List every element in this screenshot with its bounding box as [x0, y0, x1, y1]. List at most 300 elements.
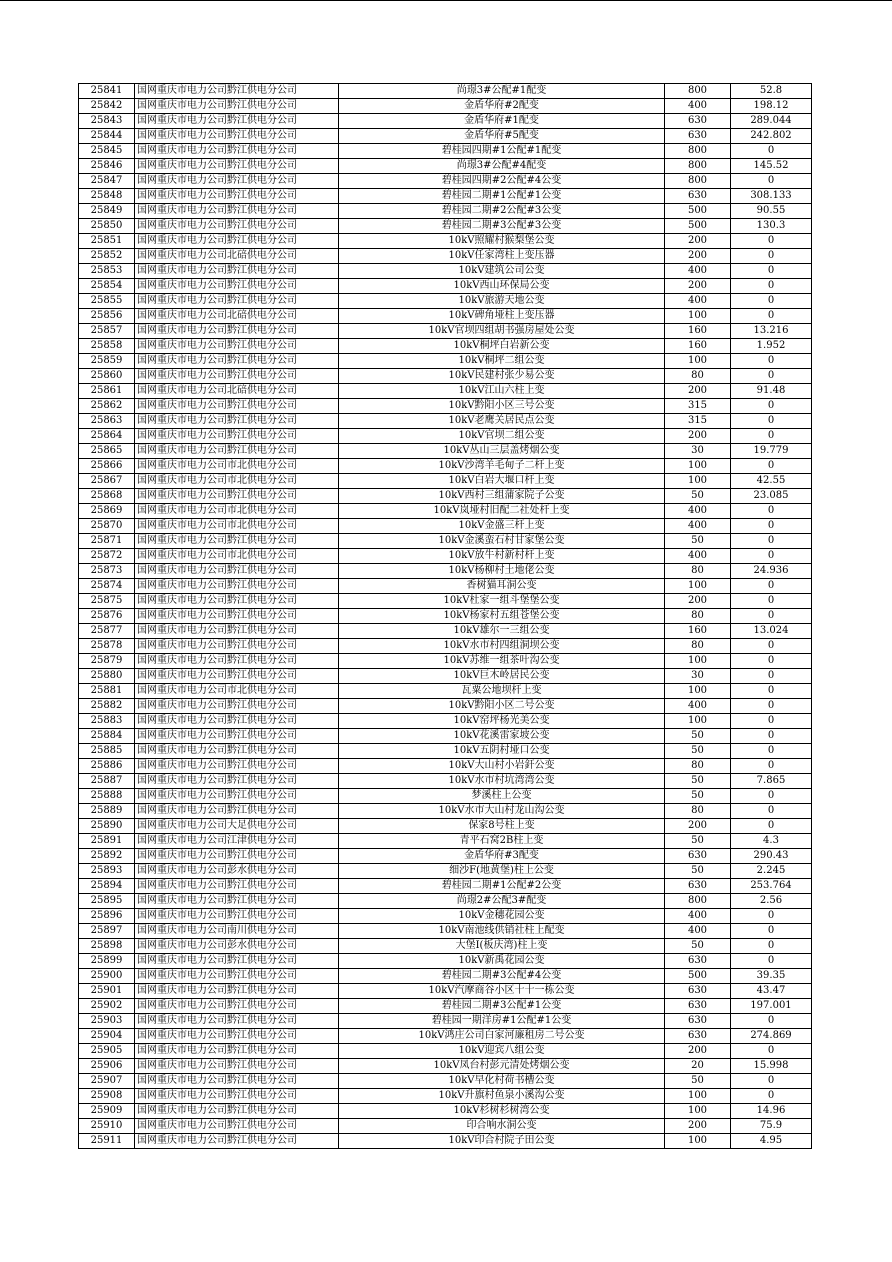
value-cell: 197.001 — [731, 999, 812, 1014]
transformer-name-cell: 10kV早化村荷书槽公变 — [339, 1074, 665, 1089]
capacity-cell: 50 — [665, 864, 731, 879]
capacity-cell: 800 — [665, 84, 731, 99]
company-name-cell: 国网重庆市电力公司黔江供电分公司 — [135, 399, 339, 414]
transformer-name-cell: 10kV老鹰关居民点公变 — [339, 414, 665, 429]
value-cell: 13.216 — [731, 324, 812, 339]
value-cell: 39.35 — [731, 969, 812, 984]
capacity-cell: 20 — [665, 1059, 731, 1074]
value-cell: 0 — [731, 504, 812, 519]
table-row — [79, 864, 812, 879]
transformer-name-cell: 金盾华府#2配变 — [339, 99, 665, 114]
row-id-cell: 25848 — [79, 189, 135, 204]
row-id-cell: 25854 — [79, 279, 135, 294]
company-name-cell: 国网重庆市电力公司黔江供电分公司 — [135, 804, 339, 819]
company-name-cell: 国网重庆市电力公司黔江供电分公司 — [135, 714, 339, 729]
capacity-cell: 400 — [665, 504, 731, 519]
transformer-name-cell: 印合响水洞公变 — [339, 1119, 665, 1134]
capacity-cell: 200 — [665, 594, 731, 609]
row-id-cell: 25866 — [79, 459, 135, 474]
company-name-cell: 国网重庆市电力公司黔江供电分公司 — [135, 129, 339, 144]
table-row — [79, 294, 812, 309]
table-row — [79, 519, 812, 534]
value-cell: 0 — [731, 669, 812, 684]
table-body — [79, 84, 812, 1149]
value-cell: 0 — [731, 759, 812, 774]
row-id-cell: 25871 — [79, 534, 135, 549]
capacity-cell: 200 — [665, 429, 731, 444]
capacity-cell: 100 — [665, 684, 731, 699]
transformer-name-cell: 碧桂园二期#2公配#3公变 — [339, 204, 665, 219]
row-id-cell: 25897 — [79, 924, 135, 939]
table-row — [79, 564, 812, 579]
row-id-cell: 25898 — [79, 939, 135, 954]
value-cell: 0 — [731, 789, 812, 804]
table-row — [79, 894, 812, 909]
table-row — [79, 879, 812, 894]
table-row — [79, 159, 812, 174]
capacity-cell: 630 — [665, 1014, 731, 1029]
company-name-cell: 国网重庆市电力公司黔江供电分公司 — [135, 954, 339, 969]
company-name-cell: 国网重庆市电力公司黔江供电分公司 — [135, 294, 339, 309]
capacity-cell: 200 — [665, 1044, 731, 1059]
table-row — [79, 474, 812, 489]
transformer-name-cell: 10kV五阴村垭口公变 — [339, 744, 665, 759]
value-cell: 0 — [731, 294, 812, 309]
capacity-cell: 80 — [665, 369, 731, 384]
company-name-cell: 国网重庆市电力公司黔江供电分公司 — [135, 759, 339, 774]
value-cell: 0 — [731, 264, 812, 279]
row-id-cell: 25886 — [79, 759, 135, 774]
row-id-cell: 25891 — [79, 834, 135, 849]
row-id-cell: 25851 — [79, 234, 135, 249]
transformer-name-cell: 10kV印合村院子田公变 — [339, 1134, 665, 1149]
capacity-cell: 400 — [665, 294, 731, 309]
transformer-name-cell: 保家8号柱上变 — [339, 819, 665, 834]
value-cell: 0 — [731, 1074, 812, 1089]
value-cell: 0 — [731, 714, 812, 729]
value-cell: 0 — [731, 684, 812, 699]
capacity-cell: 100 — [665, 1134, 731, 1149]
row-id-cell: 25845 — [79, 144, 135, 159]
company-name-cell: 国网重庆市电力公司黔江供电分公司 — [135, 669, 339, 684]
company-name-cell: 国网重庆市电力公司南川供电分公司 — [135, 924, 339, 939]
value-cell: 43.47 — [731, 984, 812, 999]
capacity-cell: 500 — [665, 969, 731, 984]
table-row — [79, 114, 812, 129]
value-cell: 2.245 — [731, 864, 812, 879]
row-id-cell: 25860 — [79, 369, 135, 384]
capacity-cell: 80 — [665, 759, 731, 774]
capacity-cell: 200 — [665, 1119, 731, 1134]
table-row — [79, 99, 812, 114]
value-cell: 0 — [731, 399, 812, 414]
company-name-cell: 国网重庆市电力公司黔江供电分公司 — [135, 1134, 339, 1149]
company-name-cell: 国网重庆市电力公司彭水供电分公司 — [135, 939, 339, 954]
table-row — [79, 729, 812, 744]
company-name-cell: 国网重庆市电力公司黔江供电分公司 — [135, 1119, 339, 1134]
value-cell: 42.55 — [731, 474, 812, 489]
value-cell: 0 — [731, 354, 812, 369]
transformer-name-cell: 10kV水市村四组洞坝公变 — [339, 639, 665, 654]
transformer-name-cell: 10kV杨家村五组苍堡公变 — [339, 609, 665, 624]
capacity-cell: 400 — [665, 549, 731, 564]
value-cell: 0 — [731, 699, 812, 714]
capacity-cell: 50 — [665, 774, 731, 789]
value-cell: 23.085 — [731, 489, 812, 504]
row-id-cell: 25899 — [79, 954, 135, 969]
row-id-cell: 25864 — [79, 429, 135, 444]
capacity-cell: 100 — [665, 714, 731, 729]
transformer-name-cell: 10kV岚垭村旧配二社处杆上变 — [339, 504, 665, 519]
row-id-cell: 25894 — [79, 879, 135, 894]
transformer-name-cell: 10kV巨木岭居民公变 — [339, 669, 665, 684]
table-row — [79, 414, 812, 429]
row-id-cell: 25904 — [79, 1029, 135, 1044]
capacity-cell: 800 — [665, 174, 731, 189]
table-row — [79, 714, 812, 729]
transformer-name-cell: 10kV升旗村鱼泉小溪沟公变 — [339, 1089, 665, 1104]
company-name-cell: 国网重庆市电力公司黔江供电分公司 — [135, 639, 339, 654]
table-row — [79, 144, 812, 159]
company-name-cell: 国网重庆市电力公司黔江供电分公司 — [135, 1044, 339, 1059]
company-name-cell: 国网重庆市电力公司黔江供电分公司 — [135, 324, 339, 339]
value-cell: 0 — [731, 729, 812, 744]
table-row — [79, 219, 812, 234]
company-name-cell: 国网重庆市电力公司市北供电分公司 — [135, 549, 339, 564]
row-id-cell: 25844 — [79, 129, 135, 144]
company-name-cell: 国网重庆市电力公司黔江供电分公司 — [135, 114, 339, 129]
row-id-cell: 25905 — [79, 1044, 135, 1059]
value-cell: 0 — [731, 744, 812, 759]
transformer-name-cell: 10kV南池线供销社柱上配变 — [339, 924, 665, 939]
value-cell: 0 — [731, 1044, 812, 1059]
company-name-cell: 国网重庆市电力公司市北供电分公司 — [135, 459, 339, 474]
capacity-cell: 630 — [665, 114, 731, 129]
value-cell: 0 — [731, 654, 812, 669]
table-row — [79, 999, 812, 1014]
company-name-cell: 国网重庆市电力公司市北供电分公司 — [135, 519, 339, 534]
value-cell: 274.869 — [731, 1029, 812, 1044]
transformer-name-cell: 10kV汽摩商谷小区十十一栋公变 — [339, 984, 665, 999]
transformer-name-cell: 瓦粟公地坝杆上变 — [339, 684, 665, 699]
company-name-cell: 国网重庆市电力公司黔江供电分公司 — [135, 654, 339, 669]
table-row — [79, 819, 812, 834]
transformer-name-cell: 10kV白岩大堰口杆上变 — [339, 474, 665, 489]
capacity-cell: 500 — [665, 204, 731, 219]
capacity-cell: 50 — [665, 834, 731, 849]
capacity-cell: 630 — [665, 879, 731, 894]
company-name-cell: 国网重庆市电力公司黔江供电分公司 — [135, 969, 339, 984]
table-row — [79, 534, 812, 549]
value-cell: 0 — [731, 579, 812, 594]
value-cell: 14.96 — [731, 1104, 812, 1119]
table-row — [79, 384, 812, 399]
transformer-name-cell: 碧桂园二期#3公配#3公变 — [339, 219, 665, 234]
capacity-cell: 400 — [665, 519, 731, 534]
row-id-cell: 25855 — [79, 294, 135, 309]
row-id-cell: 25901 — [79, 984, 135, 999]
row-id-cell: 25850 — [79, 219, 135, 234]
row-id-cell: 25868 — [79, 489, 135, 504]
transformer-name-cell: 10kV杜家一组斗堡堡公变 — [339, 594, 665, 609]
company-name-cell: 国网重庆市电力公司黔江供电分公司 — [135, 744, 339, 759]
capacity-cell: 80 — [665, 804, 731, 819]
company-name-cell: 国网重庆市电力公司黔江供电分公司 — [135, 429, 339, 444]
company-name-cell: 国网重庆市电力公司黔江供电分公司 — [135, 144, 339, 159]
transformer-name-cell: 10kV任家湾柱上变压器 — [339, 249, 665, 264]
row-id-cell: 25856 — [79, 309, 135, 324]
value-cell: 7.865 — [731, 774, 812, 789]
value-cell: 290.43 — [731, 849, 812, 864]
row-id-cell: 25859 — [79, 354, 135, 369]
value-cell: 242.802 — [731, 129, 812, 144]
table-row — [79, 759, 812, 774]
value-cell: 0 — [731, 459, 812, 474]
row-id-cell: 25841 — [79, 84, 135, 99]
transformer-name-cell: 10kV民建村张少易公变 — [339, 369, 665, 384]
table-row — [79, 1134, 812, 1149]
row-id-cell: 25885 — [79, 744, 135, 759]
row-id-cell: 25881 — [79, 684, 135, 699]
table-row — [79, 1044, 812, 1059]
capacity-cell: 200 — [665, 819, 731, 834]
company-name-cell: 国网重庆市电力公司黔江供电分公司 — [135, 339, 339, 354]
company-name-cell: 国网重庆市电力公司黔江供电分公司 — [135, 1074, 339, 1089]
value-cell: 0 — [731, 939, 812, 954]
row-id-cell: 25903 — [79, 1014, 135, 1029]
table-row — [79, 744, 812, 759]
transformer-name-cell: 青平石窝2B柱上变 — [339, 834, 665, 849]
company-name-cell: 国网重庆市电力公司黔江供电分公司 — [135, 999, 339, 1014]
value-cell: 0 — [731, 1089, 812, 1104]
capacity-cell: 80 — [665, 564, 731, 579]
value-cell: 0 — [731, 1014, 812, 1029]
value-cell: 0 — [731, 954, 812, 969]
value-cell: 90.55 — [731, 204, 812, 219]
company-name-cell: 国网重庆市电力公司黔江供电分公司 — [135, 774, 339, 789]
capacity-cell: 30 — [665, 669, 731, 684]
row-id-cell: 25908 — [79, 1089, 135, 1104]
transformer-name-cell: 10kV旅游天地公变 — [339, 294, 665, 309]
table-row — [79, 429, 812, 444]
table-row — [79, 189, 812, 204]
company-name-cell: 国网重庆市电力公司黔江供电分公司 — [135, 534, 339, 549]
table-row — [79, 654, 812, 669]
transformer-name-cell: 10kV雄尔一三组公变 — [339, 624, 665, 639]
company-name-cell: 国网重庆市电力公司黔江供电分公司 — [135, 489, 339, 504]
company-name-cell: 国网重庆市电力公司黔江供电分公司 — [135, 369, 339, 384]
transformer-name-cell: 10kV官坝四组胡书强房屋处公变 — [339, 324, 665, 339]
value-cell: 4.3 — [731, 834, 812, 849]
transformer-name-cell: 碧桂园一期洋房#1公配#1公变 — [339, 1014, 665, 1029]
row-id-cell: 25880 — [79, 669, 135, 684]
row-id-cell: 25889 — [79, 804, 135, 819]
row-id-cell: 25877 — [79, 624, 135, 639]
table-row — [79, 1104, 812, 1119]
table-row — [79, 954, 812, 969]
value-cell: 19.779 — [731, 444, 812, 459]
table-row — [79, 969, 812, 984]
table-row — [79, 444, 812, 459]
capacity-cell: 50 — [665, 489, 731, 504]
row-id-cell: 25865 — [79, 444, 135, 459]
table-row — [79, 309, 812, 324]
company-name-cell: 国网重庆市电力公司黔江供电分公司 — [135, 189, 339, 204]
capacity-cell: 100 — [665, 354, 731, 369]
company-name-cell: 国网重庆市电力公司黔江供电分公司 — [135, 159, 339, 174]
capacity-cell: 80 — [665, 609, 731, 624]
table-row — [79, 489, 812, 504]
company-name-cell: 国网重庆市电力公司黔江供电分公司 — [135, 174, 339, 189]
capacity-cell: 800 — [665, 894, 731, 909]
row-id-cell: 25888 — [79, 789, 135, 804]
transformer-name-cell: 10kV西山环保局公变 — [339, 279, 665, 294]
value-cell: 75.9 — [731, 1119, 812, 1134]
table-row — [79, 459, 812, 474]
transformer-name-cell: 10kV水市村坑湾湾公变 — [339, 774, 665, 789]
transformer-name-cell: 10kV沙湾羊毛甸子二杆上变 — [339, 459, 665, 474]
company-name-cell: 国网重庆市电力公司黔江供电分公司 — [135, 234, 339, 249]
company-name-cell: 国网重庆市电力公司黔江供电分公司 — [135, 204, 339, 219]
table-row — [79, 399, 812, 414]
transformer-name-cell: 10kV丛山三层盖烤烟公变 — [339, 444, 665, 459]
capacity-cell: 50 — [665, 744, 731, 759]
table-row — [79, 1074, 812, 1089]
capacity-cell: 100 — [665, 579, 731, 594]
company-name-cell: 国网重庆市电力公司黔江供电分公司 — [135, 99, 339, 114]
row-id-cell: 25911 — [79, 1134, 135, 1149]
value-cell: 0 — [731, 174, 812, 189]
company-name-cell: 国网重庆市电力公司黔江供电分公司 — [135, 699, 339, 714]
table-row — [79, 594, 812, 609]
transformer-name-cell: 碧桂园四期#1公配#1配变 — [339, 144, 665, 159]
capacity-cell: 400 — [665, 699, 731, 714]
table-row — [79, 609, 812, 624]
table-row — [79, 234, 812, 249]
company-name-cell: 国网重庆市电力公司黔江供电分公司 — [135, 624, 339, 639]
capacity-cell: 315 — [665, 414, 731, 429]
transformer-name-cell: 碧桂园二期#1公配#1公变 — [339, 189, 665, 204]
transformer-name-cell: 碧桂园二期#3公配#4公变 — [339, 969, 665, 984]
capacity-cell: 100 — [665, 1089, 731, 1104]
page-top-rule — [0, 0, 892, 1]
company-name-cell: 国网重庆市电力公司黔江供电分公司 — [135, 264, 339, 279]
company-name-cell: 国网重庆市电力公司黔江供电分公司 — [135, 729, 339, 744]
transformer-table — [78, 83, 812, 1149]
row-id-cell: 25890 — [79, 819, 135, 834]
row-id-cell: 25853 — [79, 264, 135, 279]
company-name-cell: 国网重庆市电力公司黔江供电分公司 — [135, 909, 339, 924]
transformer-name-cell: 10kV迎宾八组公变 — [339, 1044, 665, 1059]
capacity-cell: 100 — [665, 1104, 731, 1119]
company-name-cell: 国网重庆市电力公司黔江供电分公司 — [135, 894, 339, 909]
row-id-cell: 25846 — [79, 159, 135, 174]
table-row — [79, 84, 812, 99]
table-row — [79, 129, 812, 144]
company-name-cell: 国网重庆市电力公司黔江供电分公司 — [135, 1014, 339, 1029]
transformer-name-cell: 10kV新禹花园公变 — [339, 954, 665, 969]
capacity-cell: 50 — [665, 939, 731, 954]
company-name-cell: 国网重庆市电力公司黔江供电分公司 — [135, 789, 339, 804]
capacity-cell: 100 — [665, 309, 731, 324]
value-cell: 24.936 — [731, 564, 812, 579]
capacity-cell: 400 — [665, 264, 731, 279]
capacity-cell: 100 — [665, 459, 731, 474]
value-cell: 0 — [731, 609, 812, 624]
transformer-name-cell: 大堡I(板庆湾)柱上变 — [339, 939, 665, 954]
row-id-cell: 25907 — [79, 1074, 135, 1089]
transformer-name-cell: 10kV鸿庄公司白家河廉租房二号公变 — [339, 1029, 665, 1044]
transformer-name-cell: 碧桂园二期#1公配#2公变 — [339, 879, 665, 894]
transformer-name-cell: 香树猫耳洞公变 — [339, 579, 665, 594]
company-name-cell: 国网重庆市电力公司黔江供电分公司 — [135, 1029, 339, 1044]
capacity-cell: 630 — [665, 1029, 731, 1044]
company-name-cell: 国网重庆市电力公司黔江供电分公司 — [135, 984, 339, 999]
value-cell: 2.56 — [731, 894, 812, 909]
company-name-cell: 国网重庆市电力公司市北供电分公司 — [135, 504, 339, 519]
transformer-name-cell: 10kV杉树杉树湾公变 — [339, 1104, 665, 1119]
table-row — [79, 1059, 812, 1074]
transformer-name-cell: 10kV花溪雷家坡公变 — [339, 729, 665, 744]
row-id-cell: 25902 — [79, 999, 135, 1014]
transformer-name-cell: 尚璟2#公配3#配变 — [339, 894, 665, 909]
company-name-cell: 国网重庆市电力公司江津供电分公司 — [135, 834, 339, 849]
table-row — [79, 684, 812, 699]
company-name-cell: 国网重庆市电力公司黔江供电分公司 — [135, 444, 339, 459]
capacity-cell: 50 — [665, 534, 731, 549]
company-name-cell: 国网重庆市电力公司黔江供电分公司 — [135, 879, 339, 894]
value-cell: 198.12 — [731, 99, 812, 114]
value-cell: 0 — [731, 909, 812, 924]
transformer-name-cell: 细沙F(地黄堡)柱上公变 — [339, 864, 665, 879]
transformer-name-cell: 金盾华府#5配变 — [339, 129, 665, 144]
table-row — [79, 699, 812, 714]
value-cell: 0 — [731, 924, 812, 939]
table-row — [79, 1029, 812, 1044]
table-row — [79, 639, 812, 654]
capacity-cell: 400 — [665, 924, 731, 939]
company-name-cell: 国网重庆市电力公司黔江供电分公司 — [135, 414, 339, 429]
table-row — [79, 789, 812, 804]
value-cell: 0 — [731, 804, 812, 819]
row-id-cell: 25876 — [79, 609, 135, 624]
value-cell: 0 — [731, 534, 812, 549]
capacity-cell: 800 — [665, 159, 731, 174]
table-row — [79, 909, 812, 924]
row-id-cell: 25872 — [79, 549, 135, 564]
company-name-cell: 国网重庆市电力公司黔江供电分公司 — [135, 579, 339, 594]
capacity-cell: 100 — [665, 474, 731, 489]
table-row — [79, 939, 812, 954]
row-id-cell: 25849 — [79, 204, 135, 219]
value-cell: 253.764 — [731, 879, 812, 894]
transformer-name-cell: 10kV窑坪杨光美公变 — [339, 714, 665, 729]
table-row — [79, 504, 812, 519]
capacity-cell: 400 — [665, 909, 731, 924]
row-id-cell: 25895 — [79, 894, 135, 909]
capacity-cell: 630 — [665, 999, 731, 1014]
transformer-name-cell: 10kV大山村小岩釬公变 — [339, 759, 665, 774]
capacity-cell: 500 — [665, 219, 731, 234]
row-id-cell: 25875 — [79, 594, 135, 609]
table-row — [79, 774, 812, 789]
transformer-name-cell: 10kV江山六柱上变 — [339, 384, 665, 399]
row-id-cell: 25857 — [79, 324, 135, 339]
value-cell: 0 — [731, 309, 812, 324]
company-name-cell: 国网重庆市电力公司北碚供电分公司 — [135, 384, 339, 399]
value-cell: 4.95 — [731, 1134, 812, 1149]
value-cell: 1.952 — [731, 339, 812, 354]
